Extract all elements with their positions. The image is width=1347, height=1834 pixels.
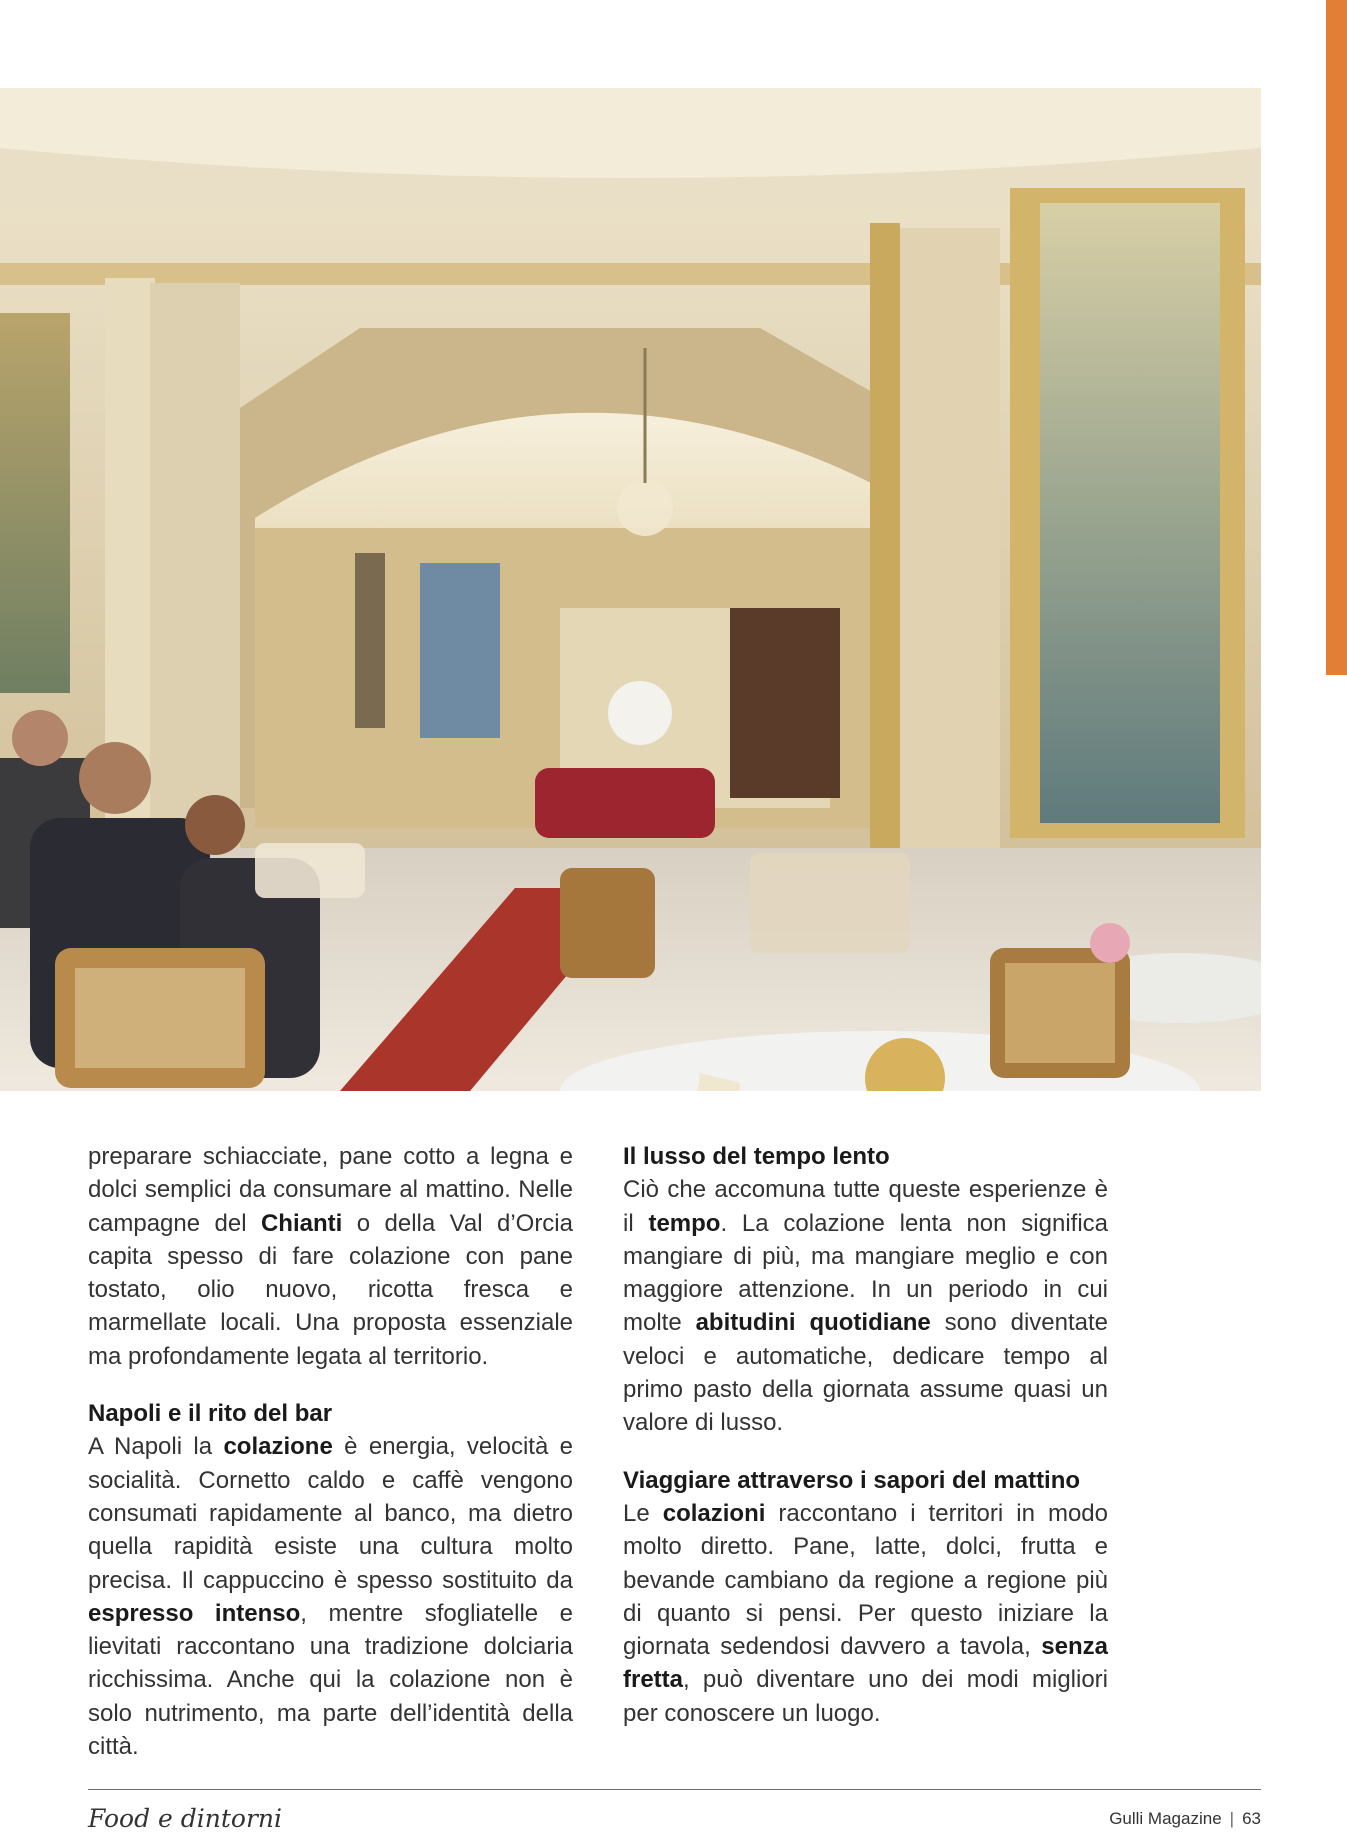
footer-folio <box>1109 1808 1261 1830</box>
heading-viaggiare: Viaggiare attraverso i sapori del mattino <box>623 1466 1081 1494</box>
magazine-name: Gulli Magazine <box>1109 1809 1222 1828</box>
left-text-column <box>88 1140 573 1763</box>
text-run: preparare schiacciate, pane cotto a legna e dolci semplici da consumare al mattino. Nelle campagne del <box>88 1143 573 1237</box>
text-run: . La colazione lenta non significa mangiare di più, ma mangiare meglio e con maggiore attenzione. In un periodo in cui molte <box>623 1209 1108 1337</box>
section-accent-tab <box>1326 0 1347 675</box>
heading-lusso-tempo: Il lusso del tempo lento <box>623 1143 890 1170</box>
text-run: Le <box>623 1499 663 1527</box>
bold-term: colazioni <box>662 1499 766 1527</box>
bold-term: colazione <box>223 1433 333 1461</box>
text-run: A Napoli la <box>88 1433 224 1461</box>
text-run: è energia, velocità e socialità. Cornetto caldo e caffè vengono consumati rapidamente al banco, ma dietro quella rapidità esiste una cultura molto precisa. Il cappuccino è spesso sostituito da <box>88 1433 573 1594</box>
text-run: raccontano i territori in modo molto diretto. Pane, latte, dolci, frutta e bevande cambiano da regione a regione più di quanto si pensi. Per questo iniziare la giornata sedendosi davvero a tavola, <box>623 1499 1108 1661</box>
footer-section-name: Food e dintorni <box>88 1804 283 1833</box>
paragraph-chianti <box>88 1140 573 1373</box>
paragraph-tempo <box>623 1173 1108 1439</box>
bold-term: Chianti <box>260 1209 343 1237</box>
heading-napoli: Napoli e il rito del bar <box>88 1400 333 1428</box>
text-run: Ciò che accomuna tutte queste esperienze è il <box>623 1176 1108 1237</box>
footer-rule <box>88 1789 1261 1790</box>
cafe-interior-photo <box>0 88 1261 1091</box>
page-number: 63 <box>1242 1809 1261 1828</box>
right-text-column <box>623 1140 1108 1730</box>
text-run: , può diventare uno dei modi migliori per conoscere un luogo. <box>623 1666 1108 1727</box>
bold-term: abitudini quotidiane <box>695 1309 931 1337</box>
paragraph-napoli <box>88 1430 573 1763</box>
bold-term: espresso intenso <box>88 1599 301 1627</box>
bold-term: senza fretta <box>623 1633 1108 1694</box>
paragraph-viaggiare <box>623 1497 1108 1730</box>
text-run: sono diventate veloci e automatiche, dedicare tempo al primo pasto della giornata assume quasi un valore di lusso. <box>623 1309 1108 1437</box>
text-run: , mentre sfogliatelle e lievitati raccontano una tradizione dolciaria ricchissima. Anche qui la colazione non è solo nutrimento, ma parte dell’identità della città. <box>88 1599 573 1761</box>
text-run: o della Val d’Orcia capita spesso di fare colazione con pane tostato, olio nuovo, ricotta fresca e marmellate locali. Una proposta essenziale ma profondamente legata al territorio. <box>88 1209 573 1370</box>
bold-term: tempo <box>648 1209 721 1237</box>
footer-separator: | <box>1229 1809 1235 1828</box>
